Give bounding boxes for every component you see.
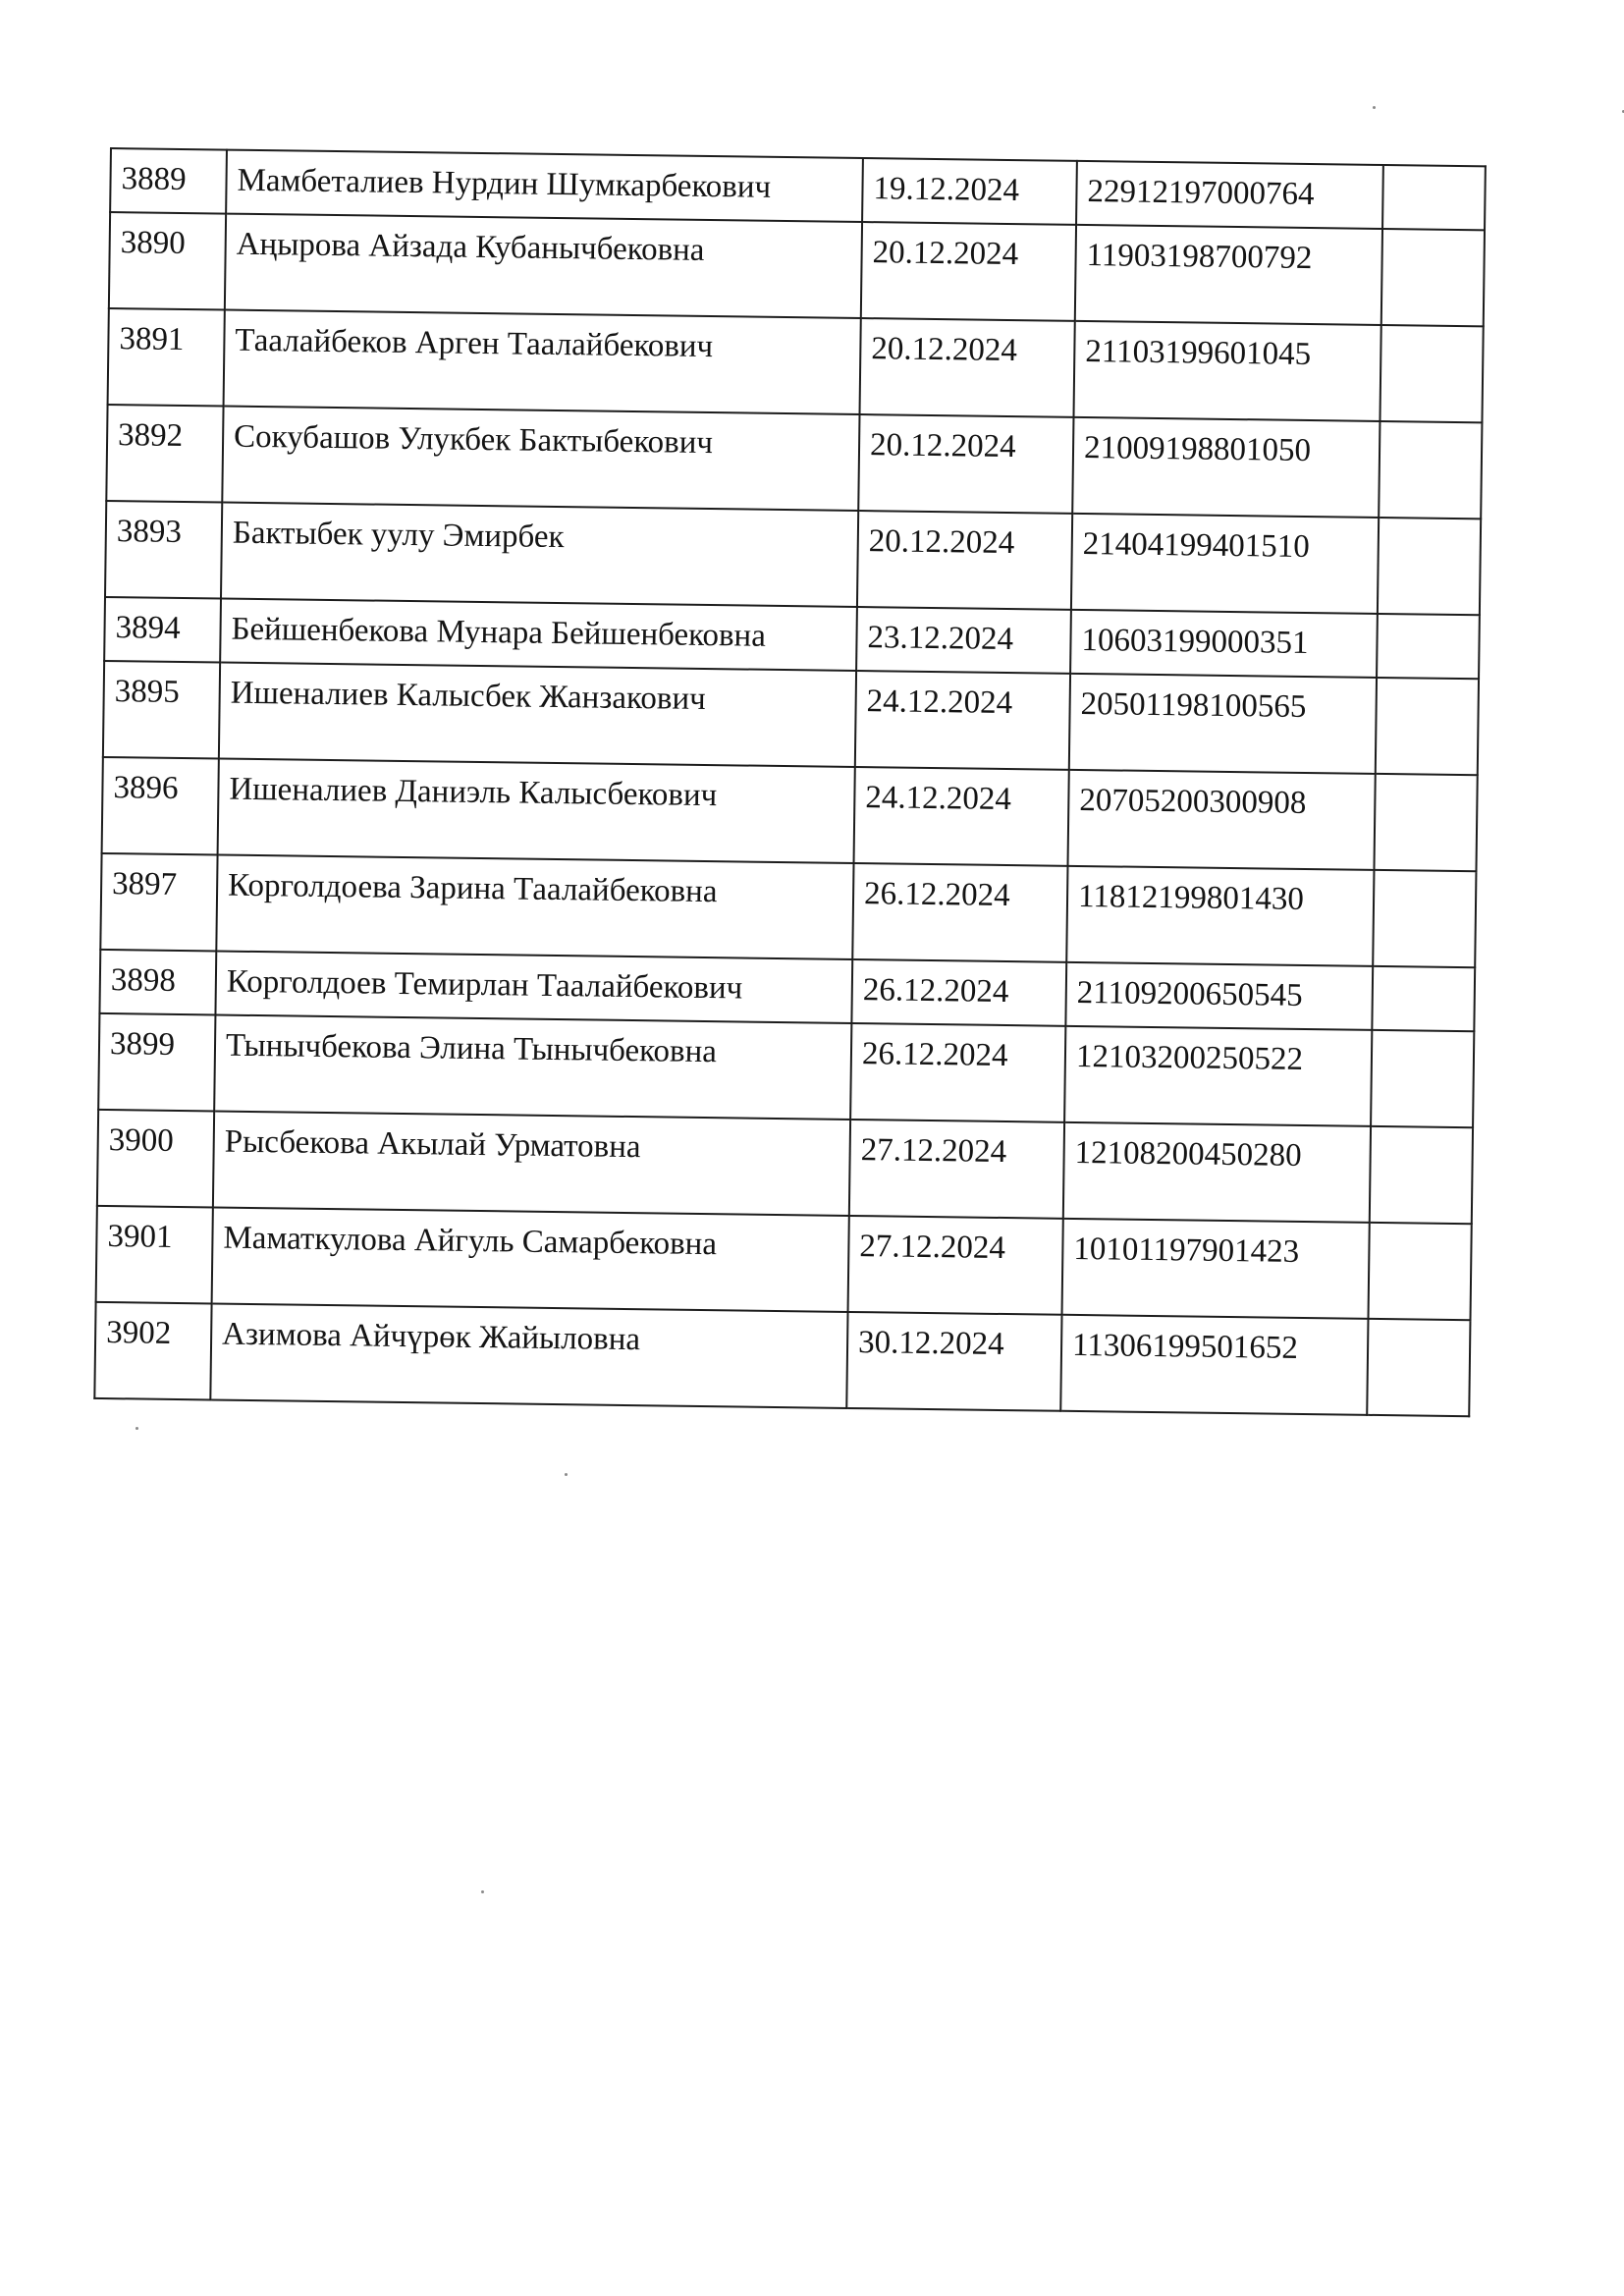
- table-row: [106, 405, 1482, 519]
- table-row: [97, 1110, 1473, 1224]
- empty-cell: [1367, 1319, 1470, 1416]
- personal-id-number: 21009198801050: [1072, 417, 1380, 518]
- registration-date: 20.12.2024: [861, 222, 1076, 321]
- person-name: Бейшенбекова Мунара Бейшенбековна: [220, 599, 857, 671]
- empty-cell: [1381, 229, 1485, 326]
- row-number: 3894: [104, 597, 221, 663]
- scan-speck: [481, 1890, 484, 1893]
- personal-id-number: 11306199501652: [1060, 1315, 1368, 1415]
- registration-date: 20.12.2024: [860, 318, 1075, 417]
- person-name: Таалайбеков Арген Таалайбекович: [224, 310, 861, 414]
- table-row: [105, 501, 1481, 615]
- person-name: Тынычбекова Элина Тынычбековна: [214, 1014, 851, 1119]
- empty-cell: [1373, 870, 1476, 967]
- empty-cell: [1372, 966, 1475, 1031]
- empty-cell: [1382, 165, 1486, 230]
- registration-date: 24.12.2024: [855, 671, 1070, 770]
- empty-cell: [1377, 614, 1480, 679]
- person-name: Ишеналиев Даниэль Калысбекович: [218, 759, 855, 863]
- personal-id-number: 10603199000351: [1070, 610, 1378, 678]
- registration-date: 27.12.2024: [849, 1120, 1064, 1219]
- personal-id-number: 21109200650545: [1065, 962, 1373, 1030]
- personal-id-number: 11903198700792: [1075, 225, 1382, 325]
- empty-cell: [1378, 518, 1481, 615]
- registration-date: 26.12.2024: [851, 959, 1066, 1026]
- table-row: [102, 757, 1478, 871]
- scan-speck: [135, 1427, 138, 1430]
- registry-table: [93, 147, 1487, 1417]
- table-row: [109, 212, 1485, 326]
- personal-id-number: 12108200450280: [1063, 1122, 1371, 1223]
- row-number: 3898: [99, 950, 216, 1015]
- table-row: [98, 1013, 1474, 1127]
- person-name: Рысбекова Акылай Урматовна: [213, 1111, 850, 1215]
- scan-speck: [565, 1473, 568, 1476]
- person-name: Аңырова Айзада Кубанычбековна: [225, 214, 862, 318]
- personal-id-number: 20501198100565: [1069, 674, 1377, 774]
- row-number: 3893: [105, 501, 222, 599]
- registration-date: 27.12.2024: [848, 1216, 1063, 1315]
- row-number: 3896: [102, 757, 219, 855]
- table-row: [100, 853, 1476, 967]
- table-row: [96, 1206, 1472, 1320]
- table-row: [94, 1302, 1470, 1416]
- person-name: Мамбеталиев Нурдин Шумкарбекович: [226, 150, 863, 222]
- scan-speck: [1373, 106, 1376, 109]
- empty-cell: [1380, 325, 1483, 422]
- registration-date: 26.12.2024: [850, 1023, 1065, 1122]
- empty-cell: [1368, 1223, 1471, 1320]
- personal-id-number: 10101197901423: [1062, 1219, 1370, 1319]
- row-number: 3901: [96, 1206, 213, 1304]
- registration-date: 30.12.2024: [846, 1312, 1061, 1411]
- person-name: Сокубашов Улукбек Бактыбекович: [222, 407, 859, 511]
- personal-id-number: 12103200250522: [1064, 1026, 1372, 1126]
- registration-date: 26.12.2024: [852, 863, 1067, 962]
- person-name: Азимова Айчүрөк Жайыловна: [210, 1303, 847, 1407]
- empty-cell: [1370, 1126, 1473, 1224]
- personal-id-number: 21103199601045: [1073, 321, 1380, 421]
- person-name: Бактыбек уулу Эмирбек: [221, 503, 858, 607]
- person-name: Маматкулова Айгуль Самарбековна: [212, 1207, 849, 1311]
- empty-cell: [1374, 774, 1477, 871]
- empty-cell: [1379, 421, 1482, 519]
- row-number: 3902: [94, 1302, 211, 1400]
- table-row: [108, 308, 1484, 422]
- row-number: 3899: [98, 1013, 215, 1112]
- row-number: 3892: [106, 405, 223, 503]
- person-name: Корголдоев Темирлан Таалайбекович: [215, 951, 852, 1022]
- registration-date: 23.12.2024: [856, 607, 1071, 674]
- row-number: 3897: [100, 853, 217, 952]
- registration-date: 20.12.2024: [858, 414, 1073, 514]
- row-number: 3895: [103, 661, 220, 759]
- row-number: 3900: [97, 1110, 214, 1208]
- row-number: 3891: [108, 308, 225, 407]
- personal-id-number: 11812199801430: [1066, 866, 1374, 966]
- registration-date: 24.12.2024: [854, 767, 1069, 866]
- table-row: [103, 661, 1479, 775]
- registration-date: 20.12.2024: [857, 511, 1072, 610]
- empty-cell: [1376, 678, 1479, 775]
- personal-id-number: 21404199401510: [1071, 514, 1379, 614]
- empty-cell: [1371, 1030, 1474, 1127]
- personal-id-number: 22912197000764: [1076, 161, 1383, 229]
- row-number: 3889: [110, 148, 227, 214]
- registration-date: 19.12.2024: [862, 158, 1077, 225]
- personal-id-number: 20705200300908: [1068, 770, 1376, 870]
- person-name: Корголдоева Зарина Таалайбековна: [216, 854, 853, 958]
- person-name: Ишеналиев Калысбек Жанзакович: [219, 663, 856, 767]
- row-number: 3890: [109, 212, 226, 310]
